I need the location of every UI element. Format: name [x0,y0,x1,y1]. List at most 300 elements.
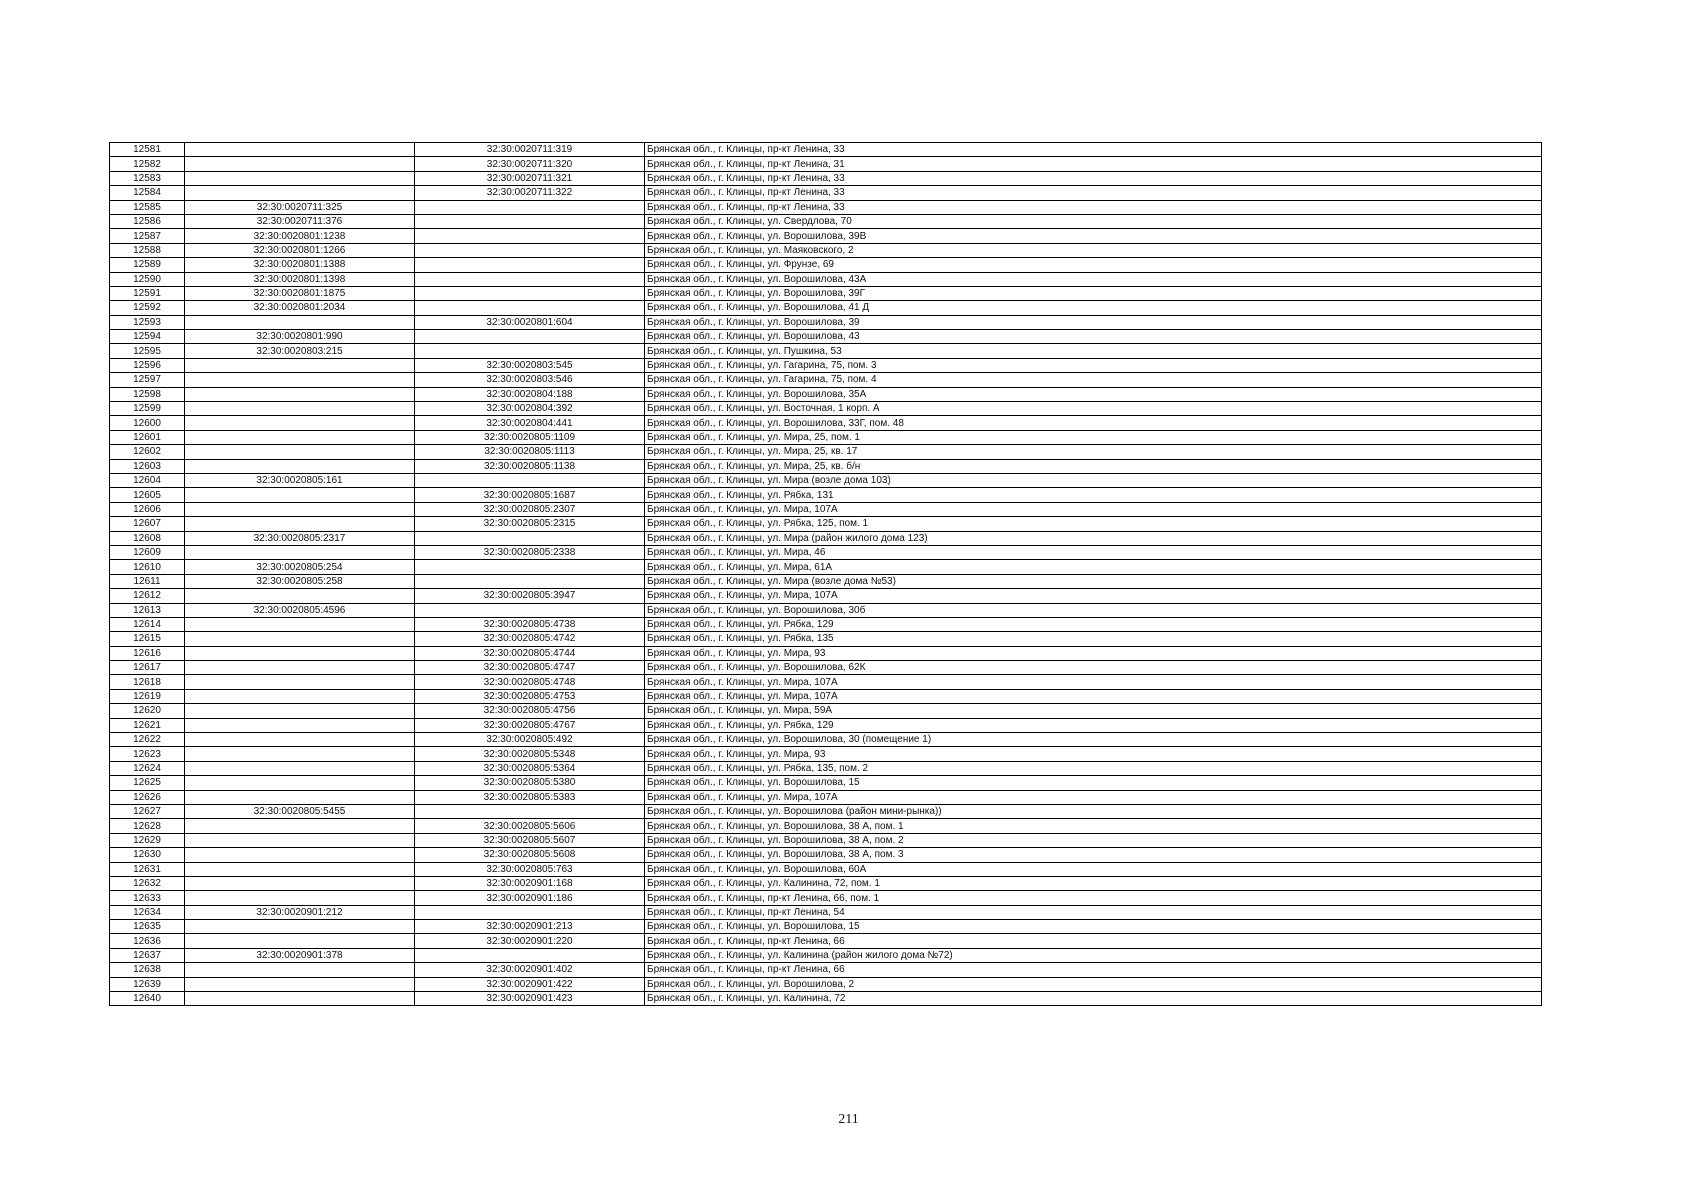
table-row [110,876,1542,890]
object-cadastral-number-cell: 32:30:0020805:4767 [415,718,645,732]
land-cadastral-number-cell [185,589,415,603]
land-cadastral-number-cell [185,646,415,660]
row-number-cell: 12588 [110,243,185,257]
address-cell: Брянская обл., г. Клинцы, ул. Гагарина, 75, пом. 3 [645,358,1542,372]
address-cell: Брянская обл., г. Клинцы, ул. Мира, 107А [645,675,1542,689]
address-cell: Брянская обл., г. Клинцы, ул. Ворошилова, 35А [645,387,1542,401]
row-number-cell: 12587 [110,229,185,243]
row-number-cell: 12611 [110,574,185,588]
address-cell: Брянская обл., г. Клинцы, ул. Мира, 107А [645,589,1542,603]
row-number-cell: 12589 [110,258,185,272]
object-cadastral-number-cell [415,286,645,300]
table-row [110,330,1542,344]
object-cadastral-number-cell: 32:30:0020805:4753 [415,689,645,703]
row-number-cell: 12586 [110,214,185,228]
address-cell: Брянская обл., г. Клинцы, ул. Ворошилова, 30 (помещение 1) [645,733,1542,747]
object-cadastral-number-cell: 32:30:0020805:1113 [415,445,645,459]
land-cadastral-number-cell: 32:30:0020801:1238 [185,229,415,243]
table-row [110,819,1542,833]
address-cell: Брянская обл., г. Клинцы, ул. Ворошилова, 60А [645,862,1542,876]
address-cell: Брянская обл., г. Клинцы, ул. Ворошилова, 2 [645,977,1542,991]
row-number-cell: 12610 [110,560,185,574]
land-cadastral-number-cell [185,517,415,531]
object-cadastral-number-cell [415,272,645,286]
table-row [110,402,1542,416]
row-number-cell: 12626 [110,790,185,804]
table-row [110,545,1542,559]
address-cell: Брянская обл., г. Клинцы, ул. Мира, 93 [645,747,1542,761]
row-number-cell: 12581 [110,143,185,157]
address-cell: Брянская обл., г. Клинцы, пр-кт Ленина, 31 [645,157,1542,171]
object-cadastral-number-cell: 32:30:0020805:1687 [415,488,645,502]
address-cell: Брянская обл., г. Клинцы, ул. Мира (район жилого дома 123) [645,531,1542,545]
object-cadastral-number-cell: 32:30:0020711:319 [415,143,645,157]
land-cadastral-number-cell: 32:30:0020801:1388 [185,258,415,272]
row-number-cell: 12604 [110,473,185,487]
table-row [110,977,1542,991]
land-cadastral-number-cell [185,387,415,401]
land-cadastral-number-cell [185,617,415,631]
table-row [110,761,1542,775]
address-cell: Брянская обл., г. Клинцы, ул. Восточная, 1 корп. А [645,402,1542,416]
address-cell: Брянская обл., г. Клинцы, ул. Мира (возле дома №53) [645,574,1542,588]
land-cadastral-number-cell [185,934,415,948]
land-cadastral-number-cell [185,171,415,185]
land-cadastral-number-cell [185,157,415,171]
address-cell: Брянская обл., г. Клинцы, ул. Ворошилова (район мини-рынка)) [645,804,1542,818]
table-row [110,574,1542,588]
land-cadastral-number-cell [185,315,415,329]
object-cadastral-number-cell: 32:30:0020901:168 [415,876,645,890]
object-cadastral-number-cell: 32:30:0020805:5364 [415,761,645,775]
land-cadastral-number-cell [185,675,415,689]
row-number-cell: 12639 [110,977,185,991]
address-cell: Брянская обл., г. Клинцы, ул. Ворошилова, 38 А, пом. 1 [645,819,1542,833]
row-number-cell: 12591 [110,286,185,300]
land-cadastral-number-cell [185,891,415,905]
row-number-cell: 12640 [110,992,185,1006]
object-cadastral-number-cell: 32:30:0020804:441 [415,416,645,430]
row-number-cell: 12634 [110,905,185,919]
row-number-cell: 12599 [110,402,185,416]
object-cadastral-number-cell: 32:30:0020805:492 [415,733,645,747]
address-cell: Брянская обл., г. Клинцы, ул. Рябка, 129 [645,718,1542,732]
object-cadastral-number-cell [415,200,645,214]
table-row [110,373,1542,387]
address-cell: Брянская обл., г. Клинцы, ул. Мира, 46 [645,545,1542,559]
object-cadastral-number-cell: 32:30:0020805:4738 [415,617,645,631]
table-row [110,833,1542,847]
land-cadastral-number-cell: 32:30:0020711:376 [185,214,415,228]
address-cell: Брянская обл., г. Клинцы, ул. Рябка, 129 [645,617,1542,631]
land-cadastral-number-cell [185,733,415,747]
row-number-cell: 12593 [110,315,185,329]
table-row [110,733,1542,747]
land-cadastral-number-cell [185,373,415,387]
row-number-cell: 12615 [110,632,185,646]
row-number-cell: 12613 [110,603,185,617]
row-number-cell: 12637 [110,948,185,962]
object-cadastral-number-cell: 32:30:0020804:392 [415,402,645,416]
land-cadastral-number-cell [185,661,415,675]
object-cadastral-number-cell: 32:30:0020711:321 [415,171,645,185]
object-cadastral-number-cell [415,574,645,588]
row-number-cell: 12631 [110,862,185,876]
land-cadastral-number-cell [185,819,415,833]
land-cadastral-number-cell [185,416,415,430]
row-number-cell: 12606 [110,502,185,516]
address-cell: Брянская обл., г. Клинцы, пр-кт Ленина, 66 [645,934,1542,948]
object-cadastral-number-cell: 32:30:0020901:186 [415,891,645,905]
object-cadastral-number-cell: 32:30:0020801:604 [415,315,645,329]
table-row [110,617,1542,631]
land-cadastral-number-cell [185,963,415,977]
object-cadastral-number-cell [415,229,645,243]
table-row [110,229,1542,243]
object-cadastral-number-cell [415,214,645,228]
table-row [110,920,1542,934]
table-row [110,416,1542,430]
address-cell: Брянская обл., г. Клинцы, пр-кт Ленина, 54 [645,905,1542,919]
land-cadastral-number-cell [185,488,415,502]
land-cadastral-number-cell: 32:30:0020801:1398 [185,272,415,286]
land-cadastral-number-cell [185,848,415,862]
table-row [110,862,1542,876]
table-row [110,315,1542,329]
row-number-cell: 12596 [110,358,185,372]
table-row [110,891,1542,905]
land-cadastral-number-cell: 32:30:0020805:161 [185,473,415,487]
row-number-cell: 12614 [110,617,185,631]
table-row [110,488,1542,502]
table-row [110,689,1542,703]
land-cadastral-number-cell: 32:30:0020805:2317 [185,531,415,545]
land-cadastral-number-cell [185,358,415,372]
table-row [110,459,1542,473]
object-cadastral-number-cell: 32:30:0020805:2338 [415,545,645,559]
object-cadastral-number-cell: 32:30:0020805:4747 [415,661,645,675]
land-cadastral-number-cell [185,459,415,473]
row-number-cell: 12603 [110,459,185,473]
table-row [110,776,1542,790]
land-cadastral-number-cell [185,186,415,200]
row-number-cell: 12635 [110,920,185,934]
land-cadastral-number-cell [185,430,415,444]
table-row [110,804,1542,818]
table-row [110,531,1542,545]
table-row [110,301,1542,315]
land-cadastral-number-cell: 32:30:0020901:378 [185,948,415,962]
object-cadastral-number-cell: 32:30:0020805:5380 [415,776,645,790]
land-cadastral-number-cell: 32:30:0020805:4596 [185,603,415,617]
object-cadastral-number-cell [415,344,645,358]
object-cadastral-number-cell: 32:30:0020805:4742 [415,632,645,646]
table-row [110,243,1542,257]
table-row [110,963,1542,977]
address-cell: Брянская обл., г. Клинцы, пр-кт Ленина, 33 [645,200,1542,214]
address-cell: Брянская обл., г. Клинцы, пр-кт Ленина, 33 [645,186,1542,200]
land-cadastral-number-cell [185,776,415,790]
table-row [110,905,1542,919]
table-row [110,143,1542,157]
row-number-cell: 12622 [110,733,185,747]
row-number-cell: 12630 [110,848,185,862]
object-cadastral-number-cell [415,905,645,919]
object-cadastral-number-cell: 32:30:0020805:1138 [415,459,645,473]
row-number-cell: 12617 [110,661,185,675]
row-number-cell: 12619 [110,689,185,703]
row-number-cell: 12595 [110,344,185,358]
object-cadastral-number-cell: 32:30:0020805:763 [415,862,645,876]
row-number-cell: 12582 [110,157,185,171]
land-cadastral-number-cell: 32:30:0020801:1875 [185,286,415,300]
table-row [110,675,1542,689]
land-cadastral-number-cell: 32:30:0020801:2034 [185,301,415,315]
land-cadastral-number-cell [185,445,415,459]
address-cell: Брянская обл., г. Клинцы, ул. Мира, 107А [645,689,1542,703]
object-cadastral-number-cell: 32:30:0020901:423 [415,992,645,1006]
row-number-cell: 12618 [110,675,185,689]
address-cell: Брянская обл., г. Клинцы, ул. Мира, 59А [645,704,1542,718]
object-cadastral-number-cell [415,603,645,617]
row-number-cell: 12590 [110,272,185,286]
object-cadastral-number-cell [415,948,645,962]
land-cadastral-number-cell: 32:30:0020901:212 [185,905,415,919]
address-cell: Брянская обл., г. Клинцы, ул. Рябка, 125, пом. 1 [645,517,1542,531]
land-cadastral-number-cell [185,761,415,775]
row-number-cell: 12602 [110,445,185,459]
object-cadastral-number-cell [415,531,645,545]
address-cell: Брянская обл., г. Клинцы, ул. Гагарина, 75, пом. 4 [645,373,1542,387]
registry-table [109,142,1542,1006]
row-number-cell: 12612 [110,589,185,603]
address-cell: Брянская обл., г. Клинцы, ул. Ворошилова, 15 [645,920,1542,934]
object-cadastral-number-cell: 32:30:0020803:545 [415,358,645,372]
row-number-cell: 12592 [110,301,185,315]
registry-table-body [110,143,1542,1006]
land-cadastral-number-cell: 32:30:0020805:254 [185,560,415,574]
table-row [110,718,1542,732]
object-cadastral-number-cell: 32:30:0020805:4748 [415,675,645,689]
land-cadastral-number-cell: 32:30:0020801:1266 [185,243,415,257]
row-number-cell: 12605 [110,488,185,502]
land-cadastral-number-cell [185,704,415,718]
row-number-cell: 12623 [110,747,185,761]
address-cell: Брянская обл., г. Клинцы, ул. Мира, 25, пом. 1 [645,430,1542,444]
address-cell: Брянская обл., г. Клинцы, пр-кт Ленина, 66 [645,963,1542,977]
object-cadastral-number-cell [415,243,645,257]
table-row [110,430,1542,444]
table-row [110,272,1542,286]
table-row [110,157,1542,171]
page-number: 211 [838,1112,859,1127]
row-number-cell: 12583 [110,171,185,185]
land-cadastral-number-cell: 32:30:0020711:325 [185,200,415,214]
object-cadastral-number-cell: 32:30:0020901:402 [415,963,645,977]
address-cell: Брянская обл., г. Клинцы, ул. Свердлова, 70 [645,214,1542,228]
address-cell: Брянская обл., г. Клинцы, ул. Калинина, 72 [645,992,1542,1006]
table-row [110,661,1542,675]
land-cadastral-number-cell [185,632,415,646]
row-number-cell: 12628 [110,819,185,833]
table-row [110,704,1542,718]
table-row [110,200,1542,214]
row-number-cell: 12609 [110,545,185,559]
object-cadastral-number-cell: 32:30:0020901:422 [415,977,645,991]
object-cadastral-number-cell: 32:30:0020805:2315 [415,517,645,531]
table-row [110,473,1542,487]
address-cell: Брянская обл., г. Клинцы, ул. Ворошилова, 43 [645,330,1542,344]
land-cadastral-number-cell [185,502,415,516]
address-cell: Брянская обл., г. Клинцы, ул. Мира, 25, кв. б/н [645,459,1542,473]
address-cell: Брянская обл., г. Клинцы, ул. Мира, 107А [645,790,1542,804]
address-cell: Брянская обл., г. Клинцы, ул. Мира, 107А [645,502,1542,516]
row-number-cell: 12629 [110,833,185,847]
object-cadastral-number-cell: 32:30:0020805:5607 [415,833,645,847]
table-row [110,171,1542,185]
land-cadastral-number-cell [185,992,415,1006]
table-row [110,445,1542,459]
address-cell: Брянская обл., г. Клинцы, ул. Маяковского, 2 [645,243,1542,257]
row-number-cell: 12584 [110,186,185,200]
object-cadastral-number-cell: 32:30:0020805:4744 [415,646,645,660]
object-cadastral-number-cell [415,258,645,272]
table-row [110,186,1542,200]
address-cell: Брянская обл., г. Клинцы, ул. Ворошилова, 33Г, пом. 48 [645,416,1542,430]
table-row [110,934,1542,948]
table-row [110,603,1542,617]
object-cadastral-number-cell [415,560,645,574]
object-cadastral-number-cell: 32:30:0020711:322 [415,186,645,200]
row-number-cell: 12601 [110,430,185,444]
address-cell: Брянская обл., г. Клинцы, ул. Ворошилова, 15 [645,776,1542,790]
address-cell: Брянская обл., г. Клинцы, ул. Мира, 61А [645,560,1542,574]
row-number-cell: 12607 [110,517,185,531]
object-cadastral-number-cell: 32:30:0020804:188 [415,387,645,401]
row-number-cell: 12625 [110,776,185,790]
table-row [110,747,1542,761]
address-cell: Брянская обл., г. Клинцы, пр-кт Ленина, 33 [645,171,1542,185]
address-cell: Брянская обл., г. Клинцы, ул. Фрунзе, 69 [645,258,1542,272]
object-cadastral-number-cell: 32:30:0020805:5348 [415,747,645,761]
address-cell: Брянская обл., г. Клинцы, ул. Ворошилова, 39В [645,229,1542,243]
land-cadastral-number-cell [185,862,415,876]
object-cadastral-number-cell [415,473,645,487]
table-row [110,589,1542,603]
address-cell: Брянская обл., г. Клинцы, ул. Ворошилова, 39Г [645,286,1542,300]
table-row [110,258,1542,272]
object-cadastral-number-cell: 32:30:0020805:1109 [415,430,645,444]
object-cadastral-number-cell: 32:30:0020805:4756 [415,704,645,718]
table-row [110,848,1542,862]
object-cadastral-number-cell: 32:30:0020901:213 [415,920,645,934]
row-number-cell: 12624 [110,761,185,775]
object-cadastral-number-cell: 32:30:0020803:546 [415,373,645,387]
land-cadastral-number-cell [185,833,415,847]
address-cell: Брянская обл., г. Клинцы, ул. Ворошилова, 41 Д [645,301,1542,315]
address-cell: Брянская обл., г. Клинцы, ул. Ворошилова, 43А [645,272,1542,286]
row-number-cell: 12627 [110,804,185,818]
table-row [110,214,1542,228]
land-cadastral-number-cell [185,143,415,157]
address-cell: Брянская обл., г. Клинцы, ул. Мира, 93 [645,646,1542,660]
row-number-cell: 12621 [110,718,185,732]
row-number-cell: 12594 [110,330,185,344]
address-cell: Брянская обл., г. Клинцы, ул. Рябка, 135, пом. 2 [645,761,1542,775]
row-number-cell: 12638 [110,963,185,977]
land-cadastral-number-cell: 32:30:0020805:258 [185,574,415,588]
address-cell: Брянская обл., г. Клинцы, ул. Ворошилова, 38 А, пом. 2 [645,833,1542,847]
address-cell: Брянская обл., г. Клинцы, ул. Ворошилова, 62К [645,661,1542,675]
table-row [110,358,1542,372]
address-cell: Брянская обл., г. Клинцы, ул. Мира, 25, кв. 17 [645,445,1542,459]
land-cadastral-number-cell [185,545,415,559]
land-cadastral-number-cell [185,876,415,890]
land-cadastral-number-cell [185,689,415,703]
table-row [110,948,1542,962]
object-cadastral-number-cell: 32:30:0020805:3947 [415,589,645,603]
object-cadastral-number-cell [415,301,645,315]
object-cadastral-number-cell [415,804,645,818]
row-number-cell: 12585 [110,200,185,214]
object-cadastral-number-cell: 32:30:0020805:5383 [415,790,645,804]
address-cell: Брянская обл., г. Клинцы, ул. Калинина, 72, пом. 1 [645,876,1542,890]
address-cell: Брянская обл., г. Клинцы, ул. Ворошилова, 30б [645,603,1542,617]
row-number-cell: 12598 [110,387,185,401]
object-cadastral-number-cell: 32:30:0020901:220 [415,934,645,948]
object-cadastral-number-cell: 32:30:0020805:5608 [415,848,645,862]
address-cell: Брянская обл., г. Клинцы, ул. Ворошилова, 38 А, пом. 3 [645,848,1542,862]
object-cadastral-number-cell: 32:30:0020711:320 [415,157,645,171]
land-cadastral-number-cell [185,747,415,761]
land-cadastral-number-cell: 32:30:0020805:5455 [185,804,415,818]
address-cell: Брянская обл., г. Клинцы, ул. Рябка, 135 [645,632,1542,646]
address-cell: Брянская обл., г. Клинцы, ул. Ворошилова, 39 [645,315,1542,329]
land-cadastral-number-cell [185,790,415,804]
address-cell: Брянская обл., г. Клинцы, пр-кт Ленина, 66, пом. 1 [645,891,1542,905]
address-cell: Брянская обл., г. Клинцы, ул. Калинина (район жилого дома №72) [645,948,1542,962]
row-number-cell: 12620 [110,704,185,718]
row-number-cell: 12597 [110,373,185,387]
table-row [110,502,1542,516]
address-cell: Брянская обл., г. Клинцы, ул. Рябка, 131 [645,488,1542,502]
table-row [110,517,1542,531]
land-cadastral-number-cell [185,718,415,732]
land-cadastral-number-cell [185,977,415,991]
object-cadastral-number-cell [415,330,645,344]
table-row [110,560,1542,574]
row-number-cell: 12636 [110,934,185,948]
row-number-cell: 12633 [110,891,185,905]
table-row [110,344,1542,358]
table-row [110,632,1542,646]
land-cadastral-number-cell: 32:30:0020801:990 [185,330,415,344]
address-cell: Брянская обл., г. Клинцы, ул. Мира (возле дома 103) [645,473,1542,487]
table-row [110,286,1542,300]
row-number-cell: 12616 [110,646,185,660]
address-cell: Брянская обл., г. Клинцы, пр-кт Ленина, 33 [645,143,1542,157]
address-cell: Брянская обл., г. Клинцы, ул. Пушкина, 53 [645,344,1542,358]
land-cadastral-number-cell [185,920,415,934]
row-number-cell: 12632 [110,876,185,890]
row-number-cell: 12608 [110,531,185,545]
object-cadastral-number-cell: 32:30:0020805:5606 [415,819,645,833]
row-number-cell: 12600 [110,416,185,430]
table-row [110,646,1542,660]
object-cadastral-number-cell: 32:30:0020805:2307 [415,502,645,516]
table-row [110,387,1542,401]
land-cadastral-number-cell [185,402,415,416]
